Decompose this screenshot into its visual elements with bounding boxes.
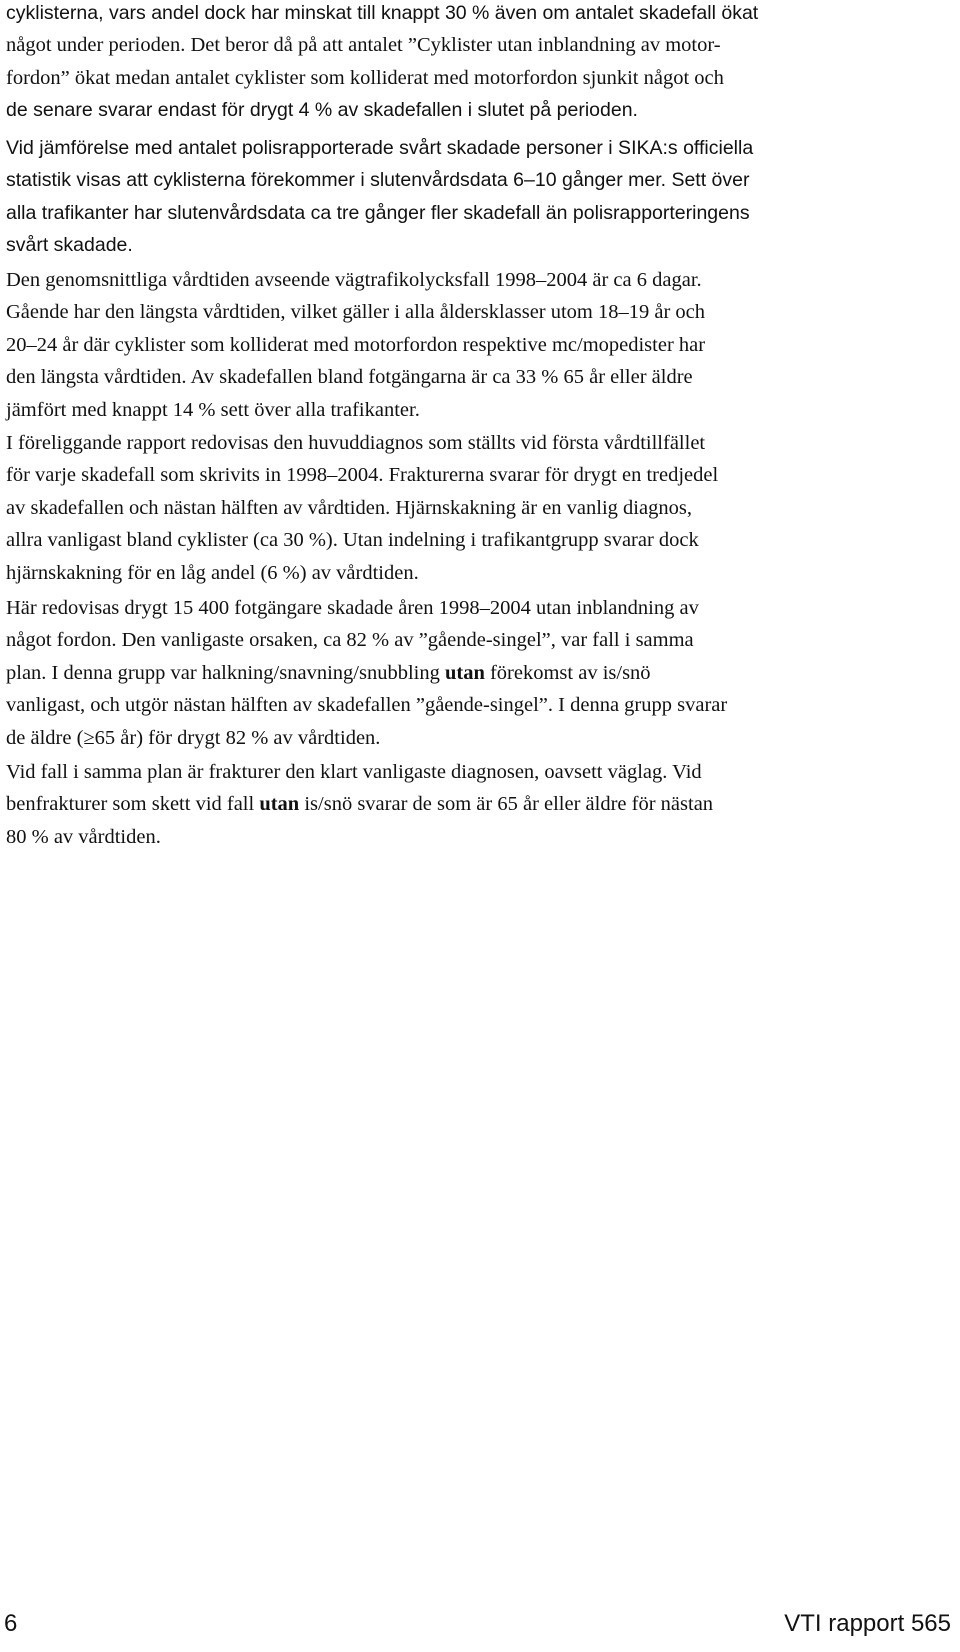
text-line: jämfört med knappt 14 % sett över alla trafikanter. [6,398,420,421]
text-segment: benfrakturer som skett vid fall [6,793,260,816]
emphasis-text: utan [259,793,300,816]
paragraph-fractures [6,756,936,853]
text-segment: is/snö svarar de som är 65 år eller äldre för nästan [299,793,714,816]
text-segment: förekomst av is/snö [484,661,651,684]
text-line: hjärnskakning för en låg andel (6 %) av vårdtiden. [6,561,419,584]
text-line: fordon” ökat medan antalet cyklister som kolliderat med motorfordon sjunkit något och [6,66,724,89]
text-line [6,657,936,689]
text-line: vanligast, och utgör nästan hälften av skadefallen ”gående-singel”. I denna grupp svarar [6,694,728,717]
paragraph-main-diagnosis [6,427,936,589]
text-line: något fordon. Den vanligaste orsaken, ca 82 % av ”gående-singel”, var fall i samma [6,629,694,652]
report-label: VTI rapport 565 [784,1610,951,1637]
text-segment: plan. I denna grupp var halkning/snavning/snubbling [6,661,445,684]
text-line: I föreliggande rapport redovisas den huvuddiagnos som ställts vid första vårdtillfället [6,432,706,454]
text-line: Den genomsnittliga vårdtiden avseende vägtrafikolycksfall 1998–2004 är ca 6 dagar. [6,269,702,291]
text-line: de senare svarar endast för drygt 4 % av skadefallen i slutet på perioden. [6,99,638,122]
paragraph-police-comparison [6,132,936,262]
text-line: allra vanligast bland cyklister (ca 30 %). Utan indelning i trafikantgrupp svarar dock [6,529,699,552]
text-line: de äldre (≥65 år) för drygt 82 % av vårdtiden. [6,726,381,749]
text-line: statistik visas att cyklisterna förekommer i slutenvårdsdata 6–10 gånger mer. Sett över [6,169,750,192]
emphasis-text: utan [444,661,485,684]
text-line [6,788,936,820]
text-line: 20–24 år där cyklister som kolliderat med motorfordon respektive mc/mopedister har [6,333,706,356]
text-line: något under perioden. Det beror då på att antalet ”Cyklister utan inblandning av motor- [6,34,721,57]
page-number: 6 [4,1610,18,1637]
paragraph-cyclists-share [6,0,936,127]
text-line: för varje skadefall som skrivits in 1998–2004. Frakturerna svarar för drygt en tredjedel [6,464,719,487]
paragraph-care-duration [6,264,936,426]
text-line: alla trafikanter har slutenvårdsdata ca tre gånger fler skadefall än polisrapporteringens [6,201,750,224]
text-line: av skadefallen och nästan hälften av vårdtiden. Hjärnskakning är en vanlig diagnos, [6,496,692,519]
paragraph-pedestrians [6,592,936,754]
text-line: Här redovisas drygt 15 400 fotgängare skadade åren 1998–2004 utan inblandning av [6,597,699,619]
text-line: Vid jämförelse med antalet polisrapporterade svårt skadade personer i SIKA:s officiella [6,137,754,159]
text-line: den längsta vårdtiden. Av skadefallen bland fotgängarna är ca 33 % 65 år eller äldre [6,366,693,389]
text-line: cyklisterna, vars andel dock har minskat till knappt 30 % även om antalet skadefall ökat [6,2,759,24]
text-line: svårt skadade. [6,234,133,257]
text-line: Vid fall i samma plan är frakturer den klart vanligaste diagnosen, oavsett väglag. Vid [6,761,702,783]
text-line: 80 % av vårdtiden. [6,825,161,848]
text-line: Gående har den längsta vårdtiden, vilket gäller i alla åldersklasser utom 18–19 år och [6,301,706,324]
